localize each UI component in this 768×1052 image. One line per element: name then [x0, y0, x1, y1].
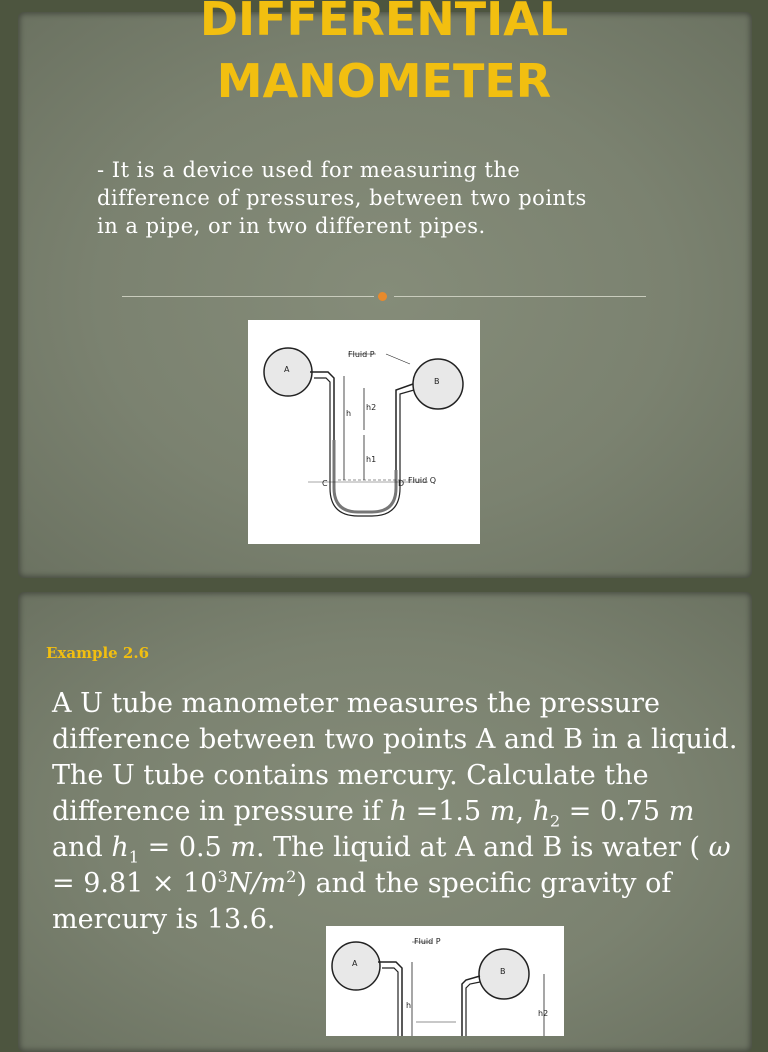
- svg-text:A: A: [352, 959, 358, 968]
- manometer-diagram-partial: [326, 926, 564, 1036]
- svg-text:h: h: [406, 1001, 412, 1010]
- svg-text:B: B: [500, 967, 506, 976]
- label-b: B: [434, 377, 440, 386]
- label-a: A: [284, 365, 290, 374]
- svg-text:Fluid P: Fluid P: [414, 937, 441, 946]
- manometer-diagram: [248, 320, 480, 544]
- divider-left: [122, 296, 374, 297]
- label-h2: h2: [366, 403, 377, 412]
- label-d: D: [398, 479, 405, 488]
- slide-title-line-1: DIFFERENTIAL: [199, 0, 569, 46]
- divider-dot: [378, 292, 387, 301]
- definition-text: - It is a device used for measuring the difference of pressures, between two points in a pipe, or in two different pipes.: [97, 158, 587, 238]
- slide-title-line-2: MANOMETER: [216, 54, 552, 108]
- example-problem-text: A U tube manometer measures the pressure difference between two points A and B in a liquid. The U tube contains mercury. Calculate the difference in pressure if h =1.5 m, $h_2 = 0.75$ m and $h_1 = 0.5$ m. The liquid at A and B is water ( $\omega = 9.81 \times 10^3N/m^2$) and the specific gravity of mercury is 13.6.: [52, 688, 738, 935]
- label-fluid-p: Fluid P: [348, 350, 375, 359]
- label-h: h: [346, 409, 352, 418]
- label-fluid-q: Fluid Q: [408, 476, 437, 485]
- label-c: C: [322, 479, 328, 488]
- divider-right: [394, 296, 646, 297]
- example-label: Example 2.6: [46, 644, 150, 662]
- label-h1: h1: [366, 455, 377, 464]
- svg-text:h2: h2: [538, 1009, 549, 1018]
